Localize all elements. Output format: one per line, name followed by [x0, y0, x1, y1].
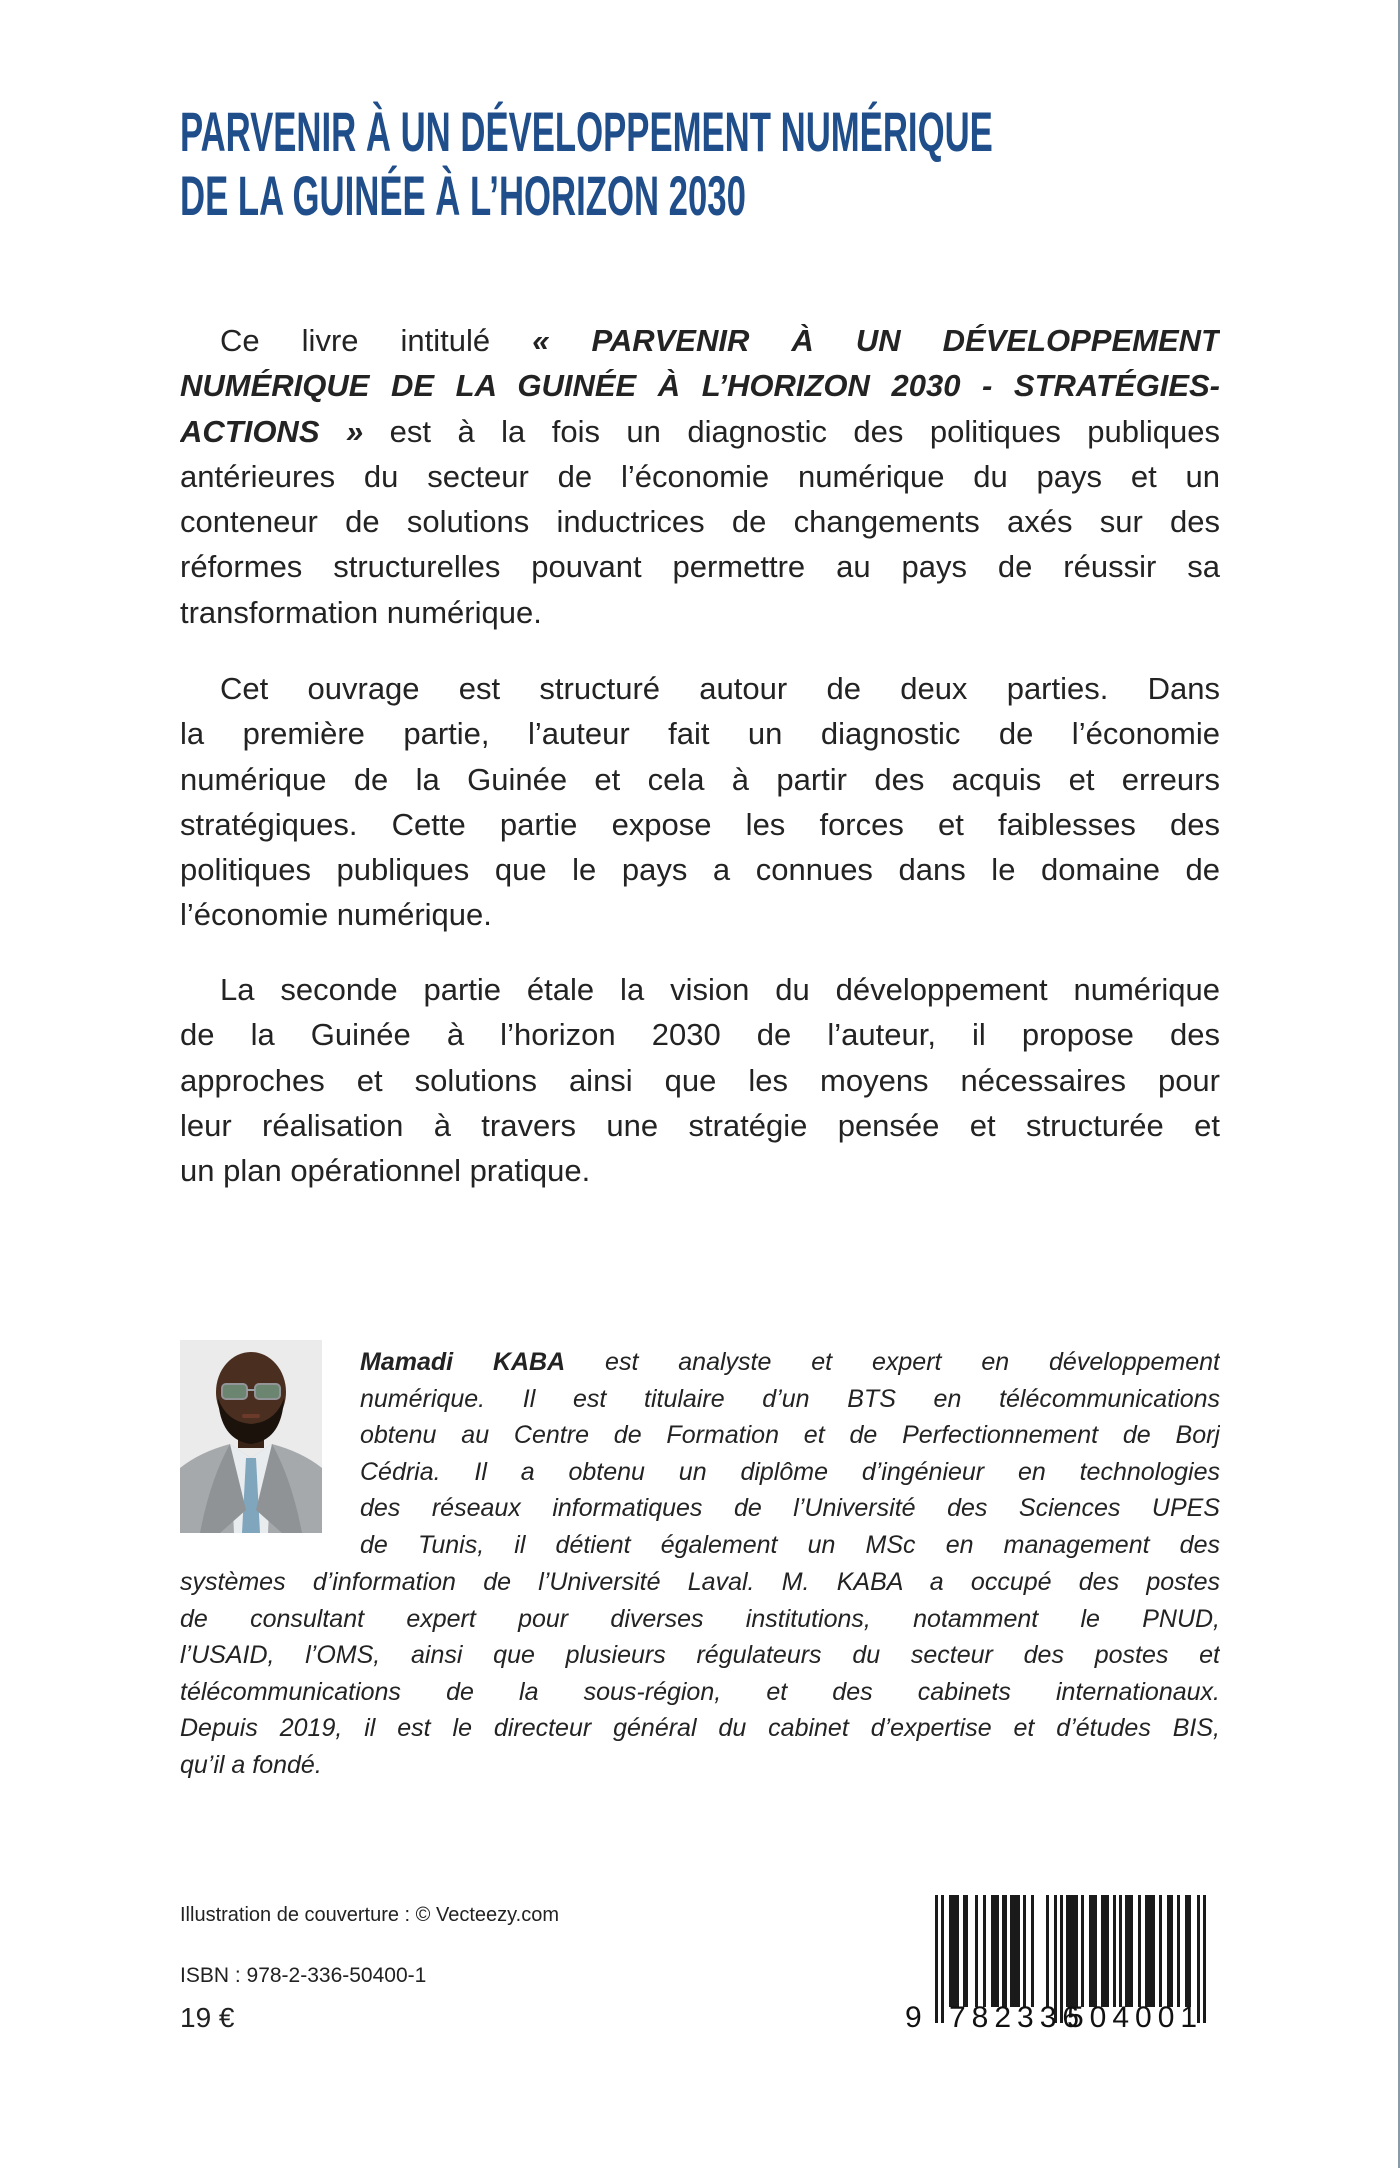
blurb-line: [180, 318, 1220, 363]
isbn-barcode: [905, 1893, 1225, 2038]
blurb-line: conteneur de solutions inductrices de changements axés sur des: [180, 504, 1220, 540]
bio-line: de Tunis, il détient également un MSc en management des: [360, 1530, 1220, 1559]
bio-line: Depuis 2019, il est le directeur général du cabinet d’expertise et d’études BIS,: [180, 1714, 1220, 1743]
author-photo: [180, 1340, 322, 1533]
blurb-line: réformes structurelles pouvant permettre au pays de réussir sa: [180, 549, 1220, 585]
book-title: [180, 100, 1220, 228]
blurb-line: de la Guinée à l’horizon 2030 de l’auteur, il propose des: [180, 1017, 1220, 1053]
bio-line: télécommunications de la sous-région, et des cabinets internationaux.: [180, 1677, 1220, 1706]
blurb-paragraph-3: [180, 967, 1220, 1193]
price-label: 19 €: [180, 2002, 235, 2033]
blurb-text: est à la fois un diagnostic des politiques publiques: [363, 413, 1220, 449]
blurb-line: numérique de la Guinée et cela à partir des acquis et erreurs: [180, 761, 1220, 797]
blurb-line: approches et solutions ainsi que les moyens nécessaires pour: [180, 1062, 1220, 1098]
barcode-right-digits: 504001: [1067, 2001, 1204, 2034]
blurb-line: [180, 363, 1220, 408]
barcode-lead-digit: 9: [905, 2001, 922, 2034]
bio-text: est analyste et expert en développement: [565, 1348, 1220, 1376]
blurb-text: Ce livre intitulé: [220, 323, 533, 358]
quoted-book-title: NUMÉRIQUE DE LA GUINÉE À L’HORIZON 2030 - STRATÉGIES-: [180, 368, 1220, 404]
blurb-line: Cet ouvrage est structuré autour de deux parties. Dans: [220, 671, 1220, 706]
author-name: Mamadi KABA: [360, 1348, 566, 1376]
blurb-paragraph-2: [180, 666, 1220, 938]
isbn-label: ISBN : 978-2-336-50400-1: [180, 1964, 427, 1987]
bio-line: numérique. Il est titulaire d’un BTS en télécommunications: [360, 1384, 1220, 1413]
bio-line: obtenu au Centre de Formation et de Perfectionnement de Borj: [360, 1421, 1220, 1450]
blurb-line: la première partie, l’auteur fait un diagnostic de l’économie: [180, 716, 1220, 752]
quoted-book-title: « PARVENIR À UN DÉVELOPPEMENT: [532, 323, 1220, 358]
bio-line: l’USAID, l’OMS, ainsi que plusieurs régulateurs du secteur des postes et: [180, 1641, 1220, 1670]
quoted-book-title: ACTIONS »: [180, 413, 364, 449]
blurb-paragraph-1: [180, 318, 1220, 635]
blurb-line: leur réalisation à travers une stratégie pensée et structurée et: [180, 1107, 1220, 1143]
book-title-line-1: PARVENIR À UN DÉVELOPPEMENT NUMÉRIQUE: [180, 100, 993, 163]
blurb-line: stratégiques. Cette partie expose les forces et faiblesses des: [180, 806, 1220, 842]
blurb-line: transformation numérique.: [180, 594, 542, 630]
author-portrait-icon: [180, 1340, 322, 1533]
bio-line: de consultant expert pour diverses institutions, notamment le PNUD,: [180, 1604, 1220, 1633]
barcode-left-digits: 782336: [949, 2001, 1086, 2034]
blurb-line: antérieures du secteur de l’économie numérique du pays et un: [180, 458, 1220, 494]
blurb-line: un plan opérationnel pratique.: [180, 1153, 591, 1189]
blurb-line: politiques publiques que le pays a connues dans le domaine de: [180, 852, 1220, 888]
blurb-line: La seconde partie étale la vision du développement numérique: [220, 972, 1220, 1007]
blurb-line: [180, 409, 1220, 454]
blurb-line: l’économie numérique.: [180, 897, 492, 933]
bio-line: des réseaux informatiques de l’Université des Sciences UPES: [360, 1494, 1220, 1523]
author-bio-top: [360, 1344, 1220, 1564]
book-title-line-2: DE LA GUINÉE À L’HORIZON 2030: [180, 164, 746, 227]
author-bio-continued: [180, 1564, 1220, 1784]
bio-line: [360, 1344, 1220, 1381]
bio-line: systèmes d’information de l’Université Laval. M. KABA a occupé des postes: [180, 1568, 1220, 1596]
bio-line: Cédria. Il a obtenu un diplôme d’ingénieur en technologies: [360, 1457, 1220, 1486]
bio-line: qu’il a fondé.: [180, 1750, 322, 1779]
cover-illustration-credit: Illustration de couverture : © Vecteezy.com: [180, 1904, 559, 1926]
